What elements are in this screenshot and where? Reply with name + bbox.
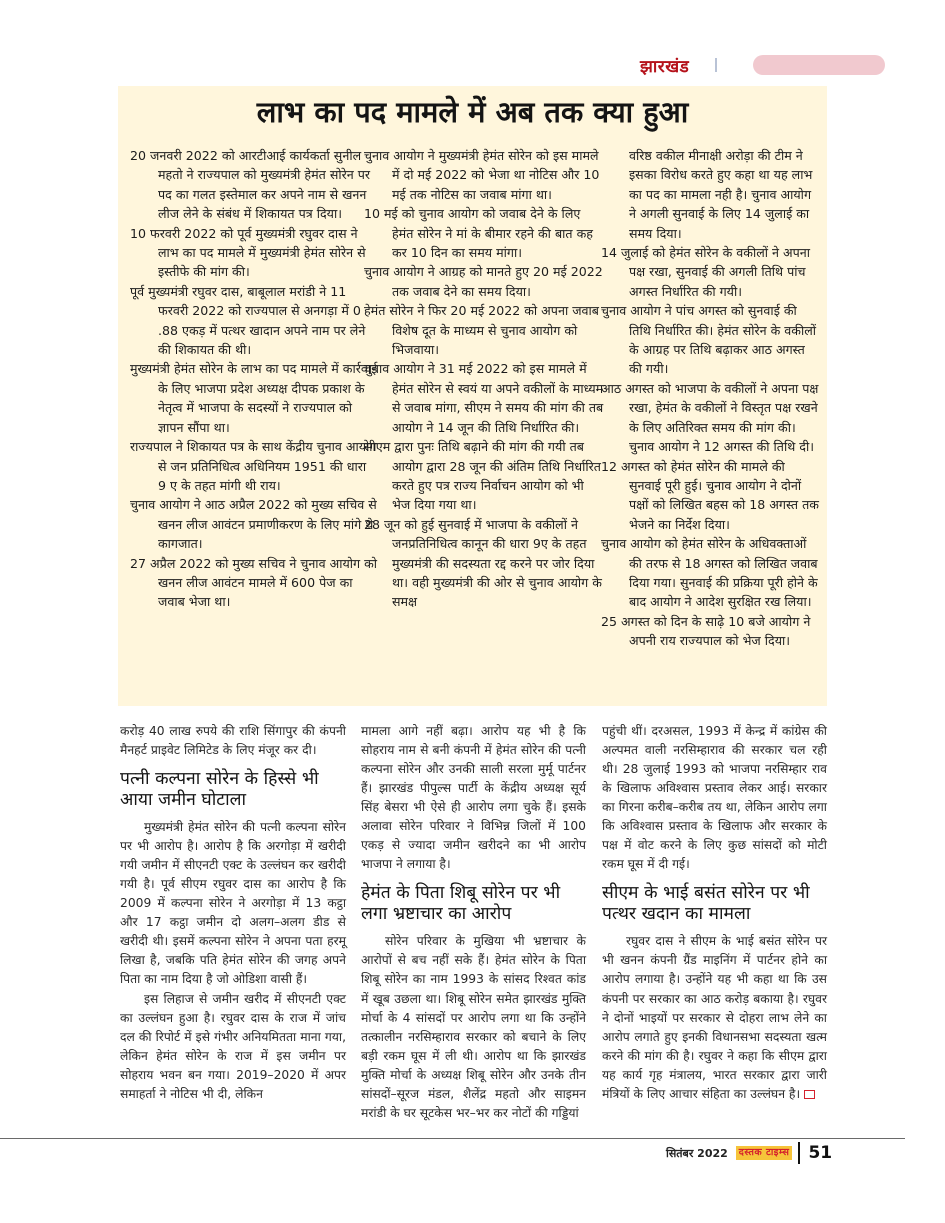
timeline-column-1 [130,146,378,612]
article-paragraph: इस लिहाज से जमीन खरीद में सीएनटी एक्ट का उल्लंघन हुआ है। रघुवर दास के राज में जांच दल की रिपोर्ट में इसे गंभीर अनियमितता माना गया, लेकिन हेमंत सोरेन के राज में इस जमीन पर सोहराय भवन बन गया। 2019–2020 में अपर समाहर्ता ने नोटिस भी दी, लेकिन [120,991,346,1101]
article-column-3 [602,722,827,1104]
timeline-item: चुनाव आयोग ने मुख्यमंत्री हेमंत सोरेन को इस मामले में दो मई 2022 को भेजा था नोटिस और 10 मई तक नोटिस का जवाब मांगा था। [364,148,600,202]
article-paragraph: सोरेन परिवार के मुखिया भी भ्रष्टाचार के आरोपों से बच नहीं सके हैं। हेमंत सोरेन के पिता शिबू सोरेन का नाम 1993 के सांसद रिश्वत कांड में खूब उछला था। शिबू सोरेन समेत झारखंड मुक्ति मोर्चा के 4 सांसदों पर आरोप लगा था कि उन्होंने तत्कालीन नरसिम्हाराव सरकार को बचाने के लिए बड़ी रकम घूस में ली थी। आरोप था कि झारखंड मुक्ति मोर्चा के अध्यक्ष शिबू सोरेन और उनके तीन सांसदों–सूरज मंडल, शैलेंद्र महतो और साइमन मरांडी के घर सूटकेस भर–भर कर नोटों की गड्डियां [361,934,586,1120]
timeline-box [118,86,827,706]
article-column-2 [361,722,586,1123]
timeline-item: मुख्यमंत्री हेमंत सोरेन के लाभ का पद मामले में कार्रवाई के लिए भाजपा प्रदेश अध्यक्ष दीपक प्रकाश के नेतृत्व में भाजपा के सदस्यों ने राज्यपाल को ज्ञापन सौंपा था। [130,361,378,435]
timeline-title: लाभ का पद मामले में अब तक क्या हुआ [256,95,689,129]
timeline-item: 10 मई को चुनाव आयोग को जवाब देने के लिए हेमंत सोरेन ने मां के बीमार रहने की बात कह कर 10 दिन का समय मांगा। [364,206,593,261]
timeline-item: राज्यपाल ने शिकायत पत्र के साथ केंद्रीय चुनाव आयोग से जन प्रतिनिधित्व अधिनियम 1951 की धारा 9 ए के तहत मांगी थी राय। [130,439,377,493]
footer-rule [0,1138,905,1139]
timeline-column-3 [601,146,819,651]
timeline-item: 12 अगस्त को हेमंत सोरेन की मामले की सुनवाई पूरी हुई। चुनाव आयोग ने दोनों पक्षों को लिखित बहस को 18 अगस्त तक भेजने का निर्देश दिया। [601,458,819,532]
timeline-item: 28 जून को हुई सुनवाई में भाजपा के वकीलों ने जनप्रतिनिधित्व कानून की धारा 9ए के तहत मुख्यमंत्री की सदस्यता रद्द करने पर जोर दिया था। वही मुख्यमंत्री की ओर से चुनाव आयोग के समक्ष [364,516,602,610]
timeline-item: वरिष्ठ वकील मीनाक्षी अरोड़ा की टीम ने इसका विरोध करते हुए कहा था यह लाभ का पद का मामला नही है। चुनाव आयोग ने अगली सुनवाई के लिए 14 जुलाई का समय दिया। [629,148,813,241]
magazine-logo: दस्तक टाइम्स [736,1146,793,1160]
end-of-article-icon [804,1090,815,1099]
timeline-item: चुनाव आयोग ने पांच अगस्त को सुनवाई की तिथि निर्धारित की। हेमंत सोरेन के वकीलों के आग्रह पर तिथि बढ़ाकर आठ अगस्त की गयी। [601,303,817,377]
subheading-kalpana-land: पत्नी कल्पना सोरेन के हिस्से भी आया जमीन घोटाला [120,769,319,811]
timeline-item: चुनाव आयोग ने आठ अप्रैल 2022 को मुख्य सचिव से खनन लीज आवंटन प्रमाणीकरण के लिए मांगे थे कागजात। [130,497,377,552]
article-paragraph: पहुंची थीं। दरअसल, 1993 में केन्द्र में कांग्रेस की अल्पमत वाली नरसिम्हाराव की सरकार चल रही थी। 28 जुलाई 1993 को भाजपा नरसिम्हार राव के खिलाफ अविश्वास प्रस्ताव लेकर आई। सरकार का गिरना करीब–करीब तय था, लेकिन आरोप लगा कि अविश्वास प्रस्ताव के खिलाफ और सरकार के पक्ष में वोट करने के लिए कुछ सांसदों को मोटी रकम घूस में दी गई। [602,724,827,872]
issue-date: सितंबर 2022 [666,1146,728,1160]
article-paragraph-text: रघुवर दास ने सीएम के भाई बसंत सोरेन पर भी खनन कंपनी ग्रैंड माइनिंग में पार्टनर होने का आरोप लगाया है। उन्होंने यह भी कहा था कि उस कंपनी पर सरकार का आठ करोड़ बकाया है। रघुवर ने दोनों भाइयों पर सरकार से दोहरा लाभ लेने का आरोप लगाते हुए इनकी विधानसभा सदस्यता खत्म करने की मांग की है। रघुवर ने कहा कि सीएम द्वारा यह कार्य गृह मंत्रालय, भारत सरकार द्वारा जारी मंत्रियों के लिए आचार संहिता का उल्लंघन है। [602,934,827,1101]
article-paragraph-final [602,932,827,1103]
timeline-item: चुनाव आयोग ने आग्रह को मानते हुए 20 मई 2022 तक जवाब देने का समय दिया। [364,264,603,299]
timeline-item: चुनाव आयोग को हेमंत सोरेन के अधिवक्ताओं की तरफ से 18 अगस्त को लिखित जवाब दिया गया। सुनवाई की प्रक्रिया पूरी होने के बाद आयोग ने आदेश सुरक्षित रख लिया। [601,536,818,610]
article-paragraph: मुख्यमंत्री हेमंत सोरेन की पत्नी कल्पना सोरेन पर भी आरोप है। आरोप है कि अरगोड़ा में खरीदी गयी जमीन में सीएनटी एक्ट के उल्लंघन कर खरीदी गयी है। पूर्व सीएम रघुवर दास का आरोप है कि 2009 में कल्पना सोरेन ने अरगोड़ा में 13 कट्ठा और 17 कट्ठा जमीन दो अलग–अलग डीड से खरीदी थी। इसमें कल्पना सोरेन ने अपना पता हरमू लिखा है, जबकि पति हेमंत सोरेन की जगह अपने पिता का नाम दिया है जो ओडिशा वासी हैं। [120,820,346,987]
section-label: झारखंड [640,56,690,77]
timeline-item: आठ अगस्त को भाजपा के वकीलों ने अपना पक्ष रखा, हेमंत के वकीलों ने विस्तृत पक्ष रखने के लिए अतिरिक्त समय की मांग की। चुनाव आयोग ने 12 अगस्त की तिथि दी। [601,380,819,455]
timeline-item: 25 अगस्त को दिन के साढ़े 10 बजे आयोग ने अपनी राय राज्यपाल को भेज दिया। [601,613,811,649]
timeline-item: 20 जनवरी 2022 को आरटीआई कार्यकर्ता सुनील महतो ने राज्यपाल को मुख्यमंत्री हेमंत सोरेन पर पद का गलत इस्तेमाल कर अपने नाम से खनन लीज लेने के संबंध में शिकायत पत्र दिया। [130,148,371,222]
article-paragraph: करोड़ 40 लाख रुपये की राशि सिंगापुर की कंपनी मैनहर्ट प्राइवेट लिमिटेड के लिए मंजूर कर दी। [120,724,346,758]
timeline-item: 10 फरवरी 2022 को पूर्व मुख्यमंत्री रघुवर दास ने लाभ का पद मामले में मुख्यमंत्री हेमंत सोरेन से इस्तीफे की मांग की। [130,225,366,280]
timeline-item: चुनाव आयोग ने 31 मई 2022 को इस मामले में हेमंत सोरेन से स्वयं या अपने वकीलों के माध्यम से जवाब मांगा, सीएम ने समय की मांग की तब आयोग ने 14 जून की तिथि निर्धारित की। [364,361,604,435]
article-paragraph: मामला आगे नहीं बढ़ा। आरोप यह भी है कि सोहराय नाम से बनी कंपनी में हेमंत सोरेन की पत्नी कल्पना सोरेन और उनकी साली सरला मुर्मू पार्टनर हैं। झारखंड पीपुल्स पार्टी के केंद्रीय अध्यक्ष सूर्य सिंह बेसरा भी ऐसे ही आरोप लगा चुके हैं। इसके अलावा सोरेन परिवार ने विभिन्न जिलों में 100 एकड़ से ज्यादा जमीन खरीदने का भी आरोप भाजपा ने लगाया है। [361,724,586,872]
section-header [640,52,885,78]
header-pill-decoration [753,55,885,75]
timeline-item: हेमंत सोरेन ने फिर 20 मई 2022 को अपना जवाब विशेष दूत के माध्यम से चुनाव आयोग को भिजवाया। [364,303,600,358]
footer-divider [798,1142,800,1164]
timeline-item: 27 अप्रैल 2022 को मुख्य सचिव ने चुनाव आयोग को खनन लीज आवंटन मामले में 600 पेज का जवाब भेजा था। [130,555,378,610]
timeline-item: 14 जुलाई को हेमंत सोरेन के वकीलों ने अपना पक्ष रखा, सुनवाई की अगली तिथि पांच अगस्त निर्धारित की गयी। [601,245,811,299]
timeline-column-2 [364,146,604,612]
subheading-basant-soren: सीएम के भाई बसंत सोरेन पर भी पत्थर खदान का मामला [602,883,810,925]
subheading-shibu-soren: हेमंत के पिता शिबू सोरेन पर भी लगा भ्रष्टाचार का आरोप [361,883,561,925]
timeline-item: सीएम द्वारा पुनः तिथि बढ़ाने की मांग की गयी तब आयोग द्वारा 28 जून की अंतिम तिथि निर्धारित करते हुए पत्र राज्य निर्वाचन आयोग को भी भेज दिया गया था। [364,439,601,513]
header-divider [715,58,717,72]
page-number: 51 [808,1143,833,1163]
article-column-1 [120,722,346,1104]
timeline-item: पूर्व मुख्यमंत्री रघुवर दास, बाबूलाल मरांडी ने 11 फरवरी 2022 को राज्यपाल से अनगड़ा में 0 .88 एकड़ में पत्थर खादान अपने नाम पर लेने की शिकायत की थी। [130,283,366,358]
page-footer [666,1142,832,1164]
